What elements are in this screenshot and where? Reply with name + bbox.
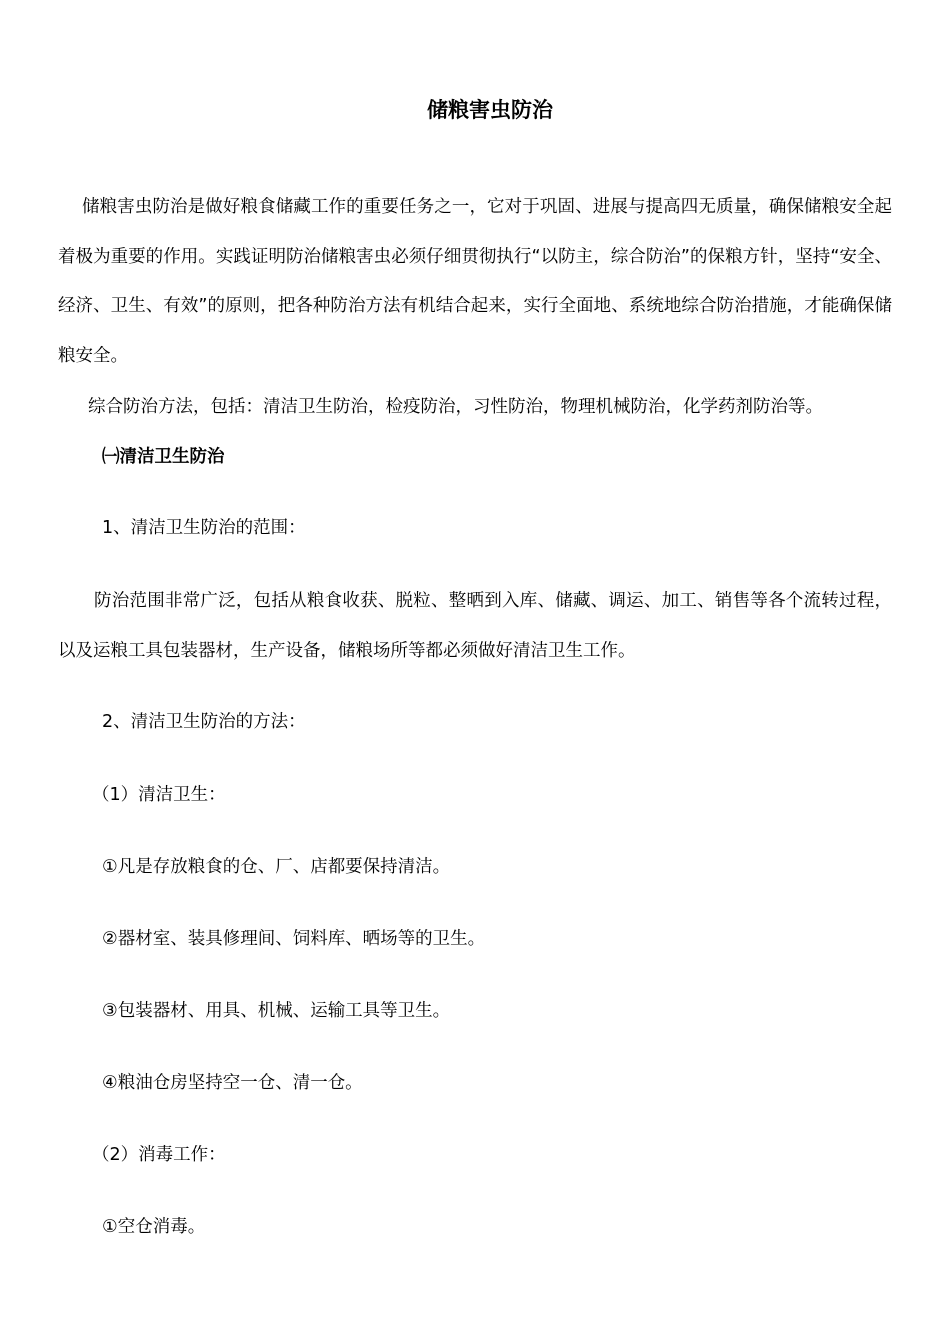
item1-heading: （1）清洁卫生： (92, 785, 226, 805)
list-item: ④粮油仓房坚持空一仓、清一仓。 (102, 1073, 363, 1093)
list-item: ①凡是存放粮食的仓、厂、店都要保持清洁。 (102, 857, 451, 877)
section1-heading: ㈠清洁卫生防治 (102, 447, 225, 467)
methods-summary: 综合防治方法，包括：清洁卫生防治，检疫防治，习性防治，物理机械防治，化学药剂防治等。 (88, 397, 823, 417)
subsection1-heading: 1、清洁卫生防治的范围： (102, 518, 306, 538)
document-title: 储粮害虫防治 (427, 98, 553, 122)
scope-paragraph: 防治范围非常广泛，包括从粮食收获、脱粒、整晒到入库、储藏、调运、加工、销售等各个流转过程，以及运粮工具包装器材，生产设备，储粮场所等都必须做好清洁卫生工作。 (58, 591, 892, 661)
list-item: ③包装器材、用具、机械、运输工具等卫生。 (102, 1001, 451, 1021)
item2-heading: （2）消毒工作： (92, 1145, 226, 1165)
list-item: ①空仓消毒。 (102, 1217, 206, 1237)
intro-paragraph: 储粮害虫防治是做好粮食储藏工作的重要任务之一，它对于巩固、进展与提高四无质量，确保储粮安全起着极为重要的作用。实践证明防治储粮害虫必须仔细贯彻执行“以防主，综合防治”的保粮方针，坚持“安全、经济、卫生、有效”的原则，把各种防治方法有机结合起来，实行全面地、系统地综合防治措施，才能确保储粮安全。 (58, 197, 892, 366)
list-item: ②器材室、装具修理间、饲料库、晒场等的卫生。 (102, 929, 486, 949)
subsection2-heading: 2、清洁卫生防治的方法： (102, 712, 306, 732)
